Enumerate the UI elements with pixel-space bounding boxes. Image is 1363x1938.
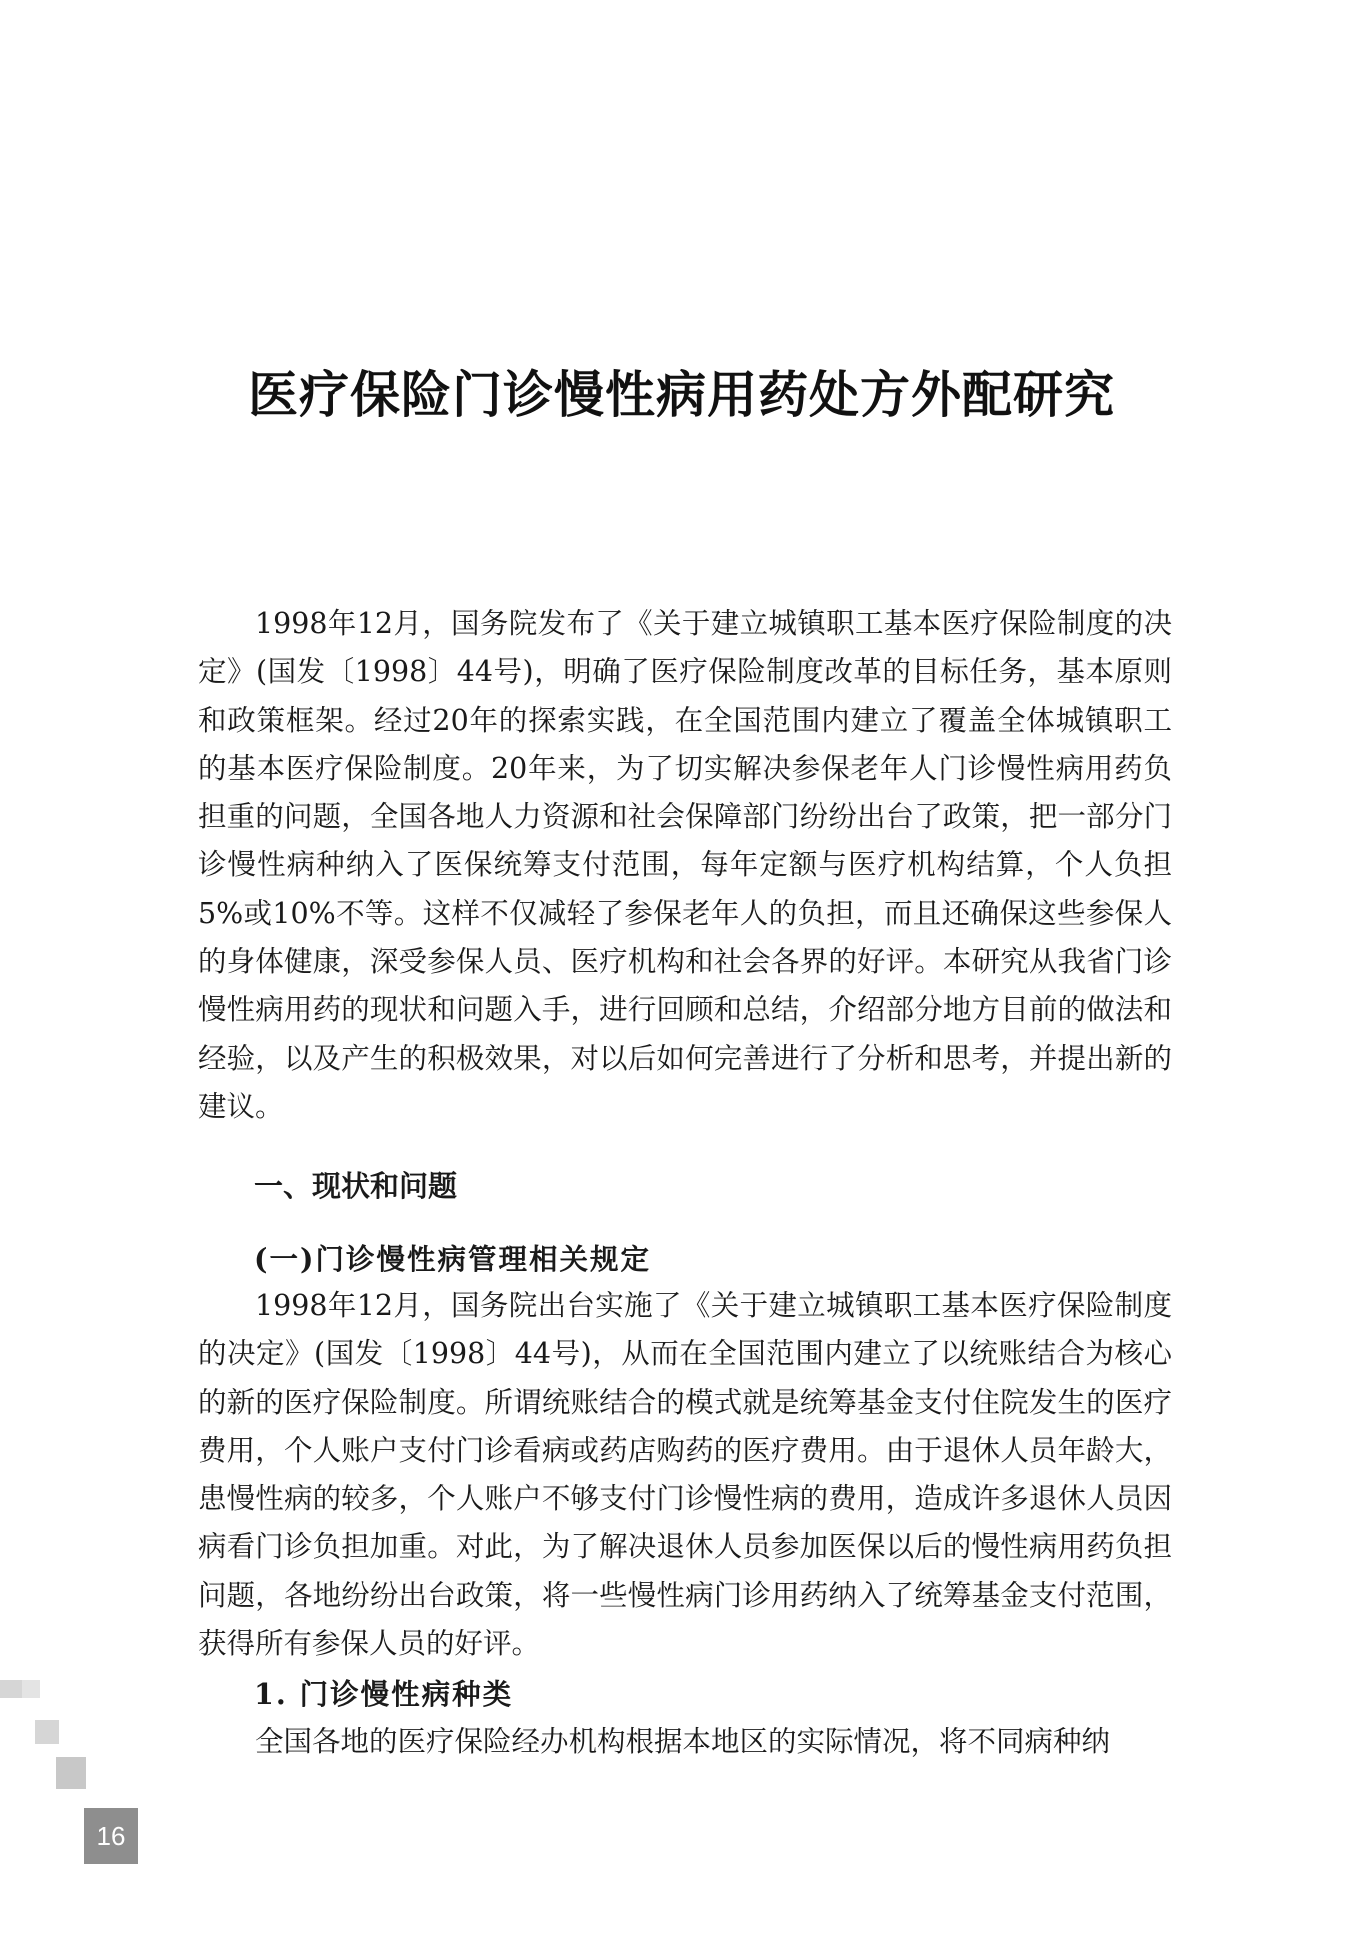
intro-paragraph: 1998年12月，国务院发布了《关于建立城镇职工基本医疗保险制度的决定》(国发〔1998〕44号)，明确了医疗保险制度改革的目标任务，基本原则和政策框架。经过20年的探索实践，在全国范围内建立了覆盖全体城镇职工的基本医疗保险制度。20年来，为了切实解决参保老年人门诊慢性病用药负担重的问题，全国各地人力资源和社会保障部门纷纷出台了政策，把一部分门诊慢性病种纳入了医保统筹支付范围，每年定额与医疗机构结算，个人负担5%或10%不等。这样不仅减轻了参保老年人的负担，而且还确保这些参保人的身体健康，深受参保人员、医疗机构和社会各界的好评。本研究从我省门诊慢性病用药的现状和问题入手，进行回顾和总结，介绍部分地方目前的做法和经验，以及产生的积极效果，对以后如何完善进行了分析和思考，并提出新的建议。 (198, 607, 1172, 1123)
item-paragraph: 全国各地的医疗保险经办机构根据本地区的实际情况，将不同病种纳 (255, 1725, 1111, 1758)
decorative-square (56, 1757, 86, 1789)
item-body (198, 1718, 1172, 1766)
subsection-heading-regulations: (一)门诊慢性病管理相关规定 (254, 1242, 651, 1276)
decorative-square (22, 1680, 40, 1698)
intro-section (198, 600, 1172, 1131)
decorative-square (35, 1720, 59, 1744)
document-title: 医疗保险门诊慢性病用药处方外配研究 (248, 366, 1115, 424)
subsection-paragraph: 1998年12月，国务院出台实施了《关于建立城镇职工基本医疗保险制度的决定》(国发〔1998〕44号)，从而在全国范围内建立了以统账结合为核心的新的医疗保险制度。所谓统账结合的模式就是统筹基金支付住院发生的医疗费用，个人账户支付门诊看病或药店购药的医疗费用。由于退休人员年龄大，患慢性病的较多，个人账户不够支付门诊慢性病的费用，造成许多退休人员因病看门诊负担加重。对此，为了解决退休人员参加医保以后的慢性病用药负担问题，各地纷纷出台政策，将一些慢性病门诊用药纳入了统筹基金支付范围，获得所有参保人员的好评。 (198, 1289, 1172, 1661)
subsection-body (198, 1282, 1172, 1668)
decorative-square (0, 1680, 22, 1698)
section-heading-status-and-issues: 一、现状和问题 (254, 1169, 458, 1203)
page-number: 16 (84, 1808, 138, 1864)
item-heading-disease-types: 1. 门诊慢性病种类 (254, 1677, 514, 1711)
